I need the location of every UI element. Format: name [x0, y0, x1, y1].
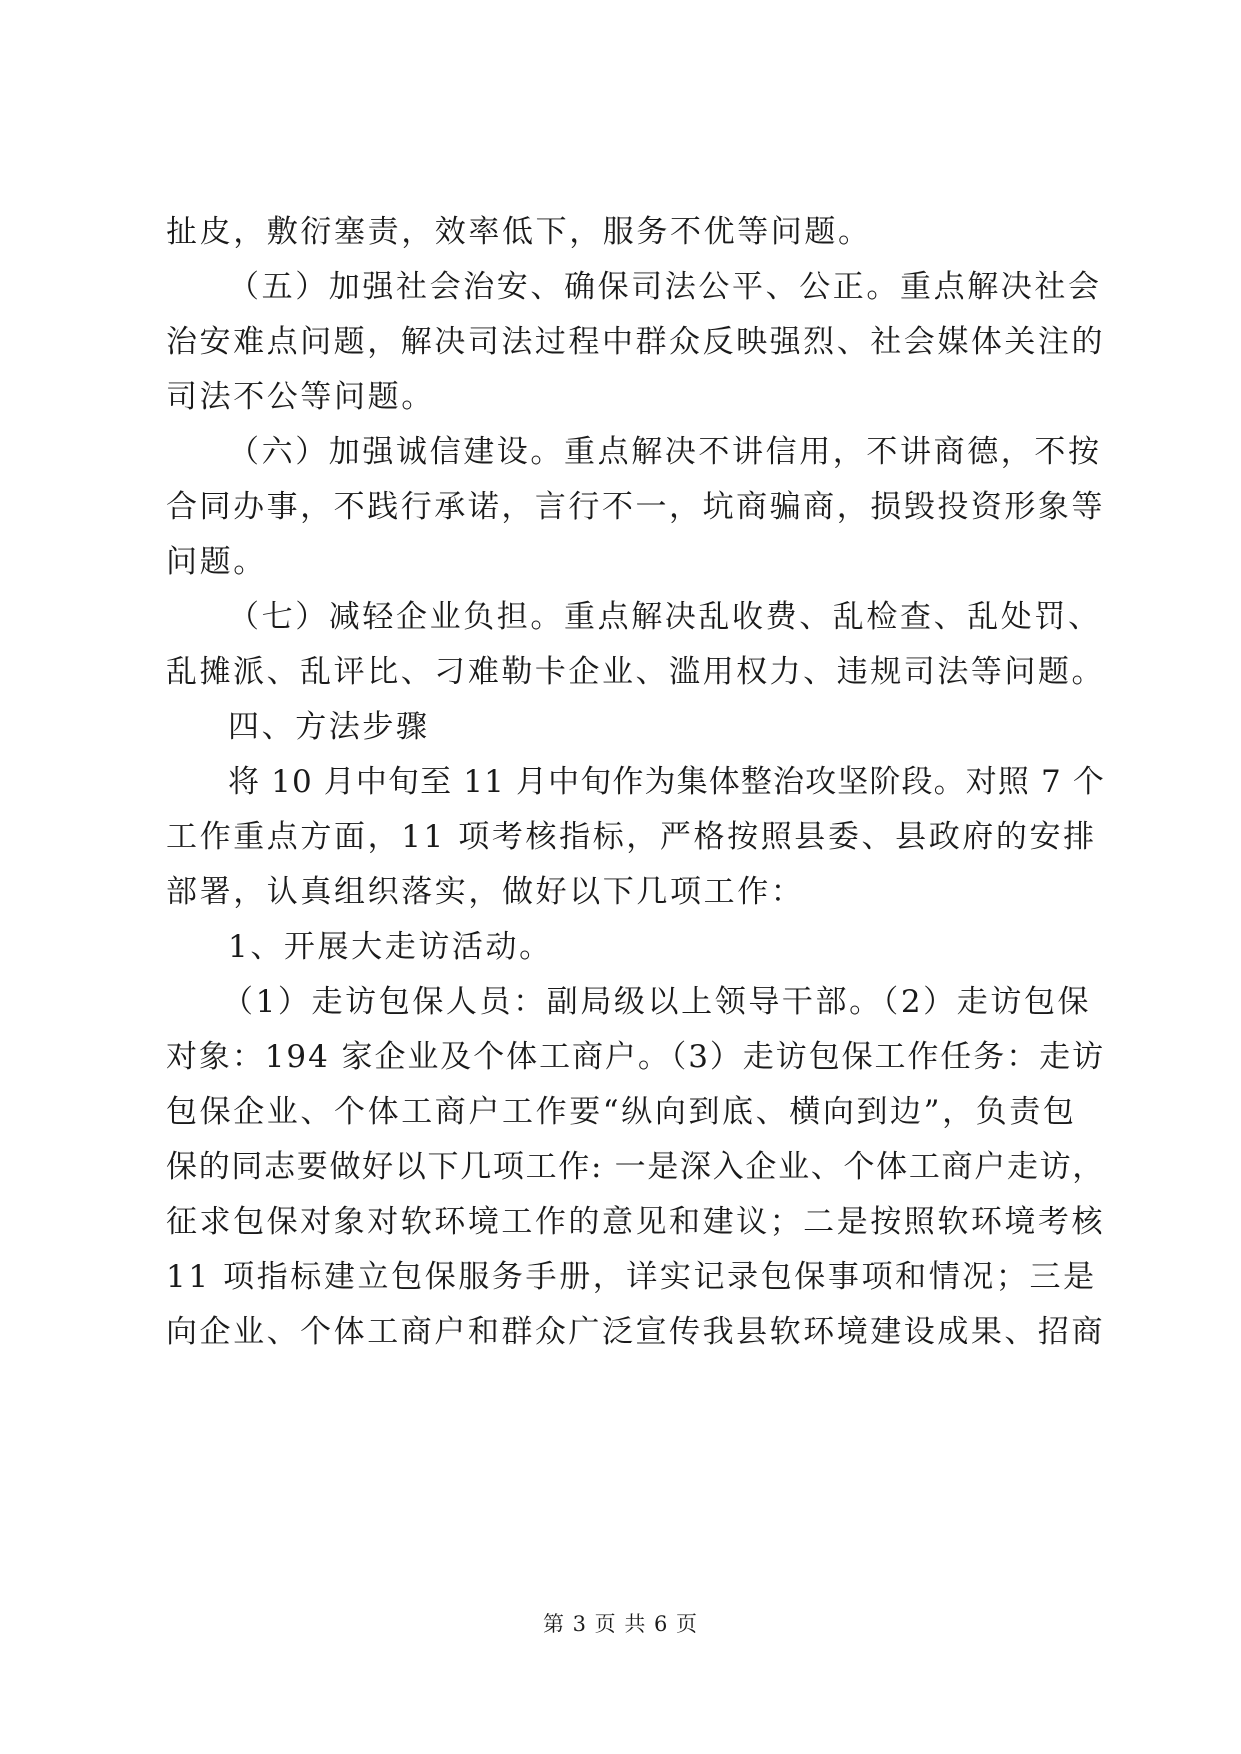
text-line: 11 项指标建立包保服务手册，详实记录包保事项和情况；三是 [166, 1259, 1097, 1295]
text-line: 对象：194 家企业及个体工商户。（3）走访包保工作任务：走访 [166, 1039, 1105, 1075]
text-line: 治安难点问题，解决司法过程中群众反映强烈、社会媒体关注的 [166, 324, 1105, 360]
text-line: 合同办事，不践行承诺，言行不一，坑商骗商，损毁投资形象等 [166, 489, 1105, 525]
section-heading-7: （七）减轻企业负担。重点解决乱收费、乱检查、乱处罚、 [228, 599, 1102, 635]
list-item-heading: 1、开展大走访活动。 [228, 929, 553, 965]
page-footer: 第 3 页 共 6 页 [542, 1612, 699, 1636]
text-line: 将 10 月中旬至 11 月中旬作为集体整治攻坚阶段。对照 7 个 [228, 764, 1105, 800]
text-line: （1）走访包保人员：副局级以上领导干部。（2）走访包保 [222, 984, 1092, 1020]
text-line: 扯皮，敷衍塞责，效率低下，服务不优等问题。 [166, 214, 872, 250]
section-heading-6: （六）加强诚信建设。重点解决不讲信用，不讲商德，不按 [228, 434, 1102, 470]
text-line: 问题。 [166, 544, 267, 580]
section-heading-5: （五）加强社会治安、确保司法公平、公正。重点解决社会 [228, 269, 1102, 305]
text-line: 乱摊派、乱评比、刁难勒卡企业、滥用权力、违规司法等问题。 [166, 654, 1105, 690]
text-line: 部署，认真组织落实，做好以下几项工作： [166, 874, 805, 910]
text-line: 向企业、个体工商户和群众广泛宣传我县软环境建设成果、招商 [166, 1314, 1105, 1350]
text-line: 工作重点方面，11 项考核指标，严格按照县委、县政府的安排 [166, 819, 1097, 855]
text-line: 保的同志要做好以下几项工作: 一是深入企业、个体工商户走访， [166, 1149, 1105, 1185]
text-line: 征求包保对象对软环境工作的意见和建议；二是按照软环境考核 [166, 1204, 1105, 1240]
text-line: 包保企业、个体工商户工作要“纵向到底、横向到边”，负责包 [166, 1094, 1077, 1130]
section-heading-methods: 四、方法步骤 [228, 709, 430, 745]
text-line: 司法不公等问题。 [166, 379, 435, 415]
